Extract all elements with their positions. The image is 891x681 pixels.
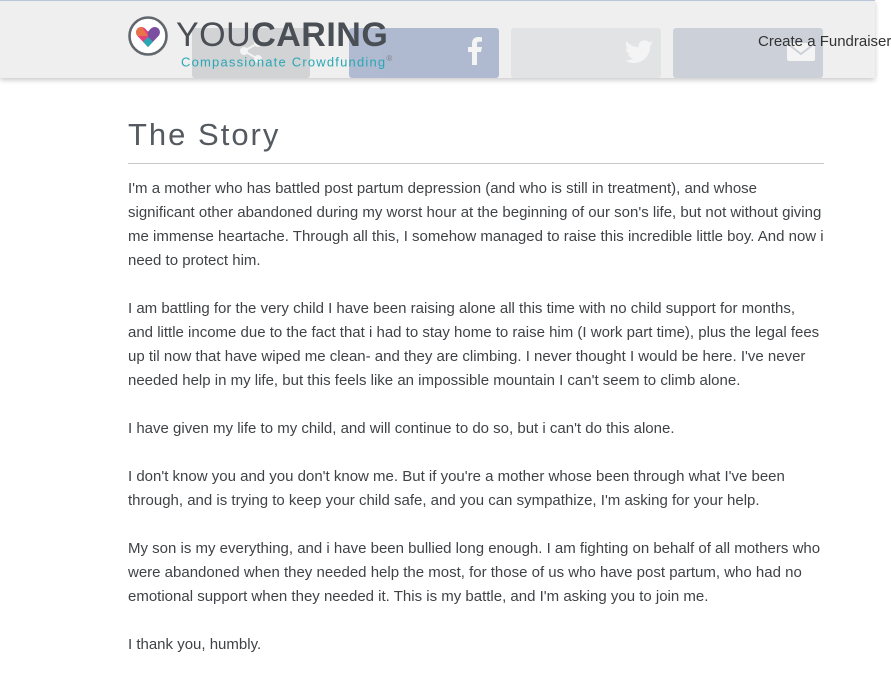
- logo-word-caring: CARING: [251, 16, 389, 54]
- story-paragraph: I have given my life to my child, and will continue to do so, but i can't do this alone.: [128, 420, 675, 437]
- twitter-share-button[interactable]: [511, 28, 661, 78]
- story-paragraph: I'm a mother who has battled post partum depression (and who is still in treatment), and whose significant other abandoned during my worst hour at the beginning of our son's life, but not without giving me immense heartache. Through all this, I somehow managed to raise this incredible little boy. And now i need to protect him.: [128, 180, 824, 269]
- heart-logo-icon: [128, 16, 168, 56]
- logo-wordmark: [176, 15, 388, 55]
- logo-word-you: YOU: [176, 16, 252, 54]
- story-section: [128, 115, 824, 681]
- logo-tagline-text: Compassionate Crowdfunding: [181, 54, 387, 70]
- facebook-icon: [461, 36, 489, 66]
- story-title: The Story: [128, 115, 824, 164]
- story-body: [128, 177, 824, 657]
- logo-tagline: [181, 54, 393, 69]
- story-paragraph: I am battling for the very child I have been raising alone all this time with no child support for months, and little income due to the fact that i had to stay home to raise him (I work part time), plus the legal fees up til now that have wiped me clean- and they are climbing. I never thought I would be here. I've never needed help in my life, but this feels like an impossible mountain I can't seem to climb alone.: [128, 300, 820, 389]
- story-paragraph: My son is my everything, and i have been bullied long enough. I am fighting on behalf of all mothers who were abandoned when they needed help the most, for those of us who have post partum, who had no emotional support when they needed it. This is my battle, and I'm asking you to join me.: [128, 540, 821, 605]
- story-paragraph: I don't know you and you don't know me. But if you're a mother whose been through what I've been through, and is trying to keep your child safe, and you can sympathize, I'm asking for your help.: [128, 468, 785, 509]
- logo-trademark: ®: [386, 54, 394, 63]
- site-header: [0, 0, 891, 78]
- create-fundraiser-link[interactable]: Create a Fundraiser: [758, 33, 891, 50]
- twitter-icon: [623, 36, 655, 66]
- youcaring-logo[interactable]: [128, 16, 428, 72]
- story-paragraph: I thank you, humbly.: [128, 636, 262, 653]
